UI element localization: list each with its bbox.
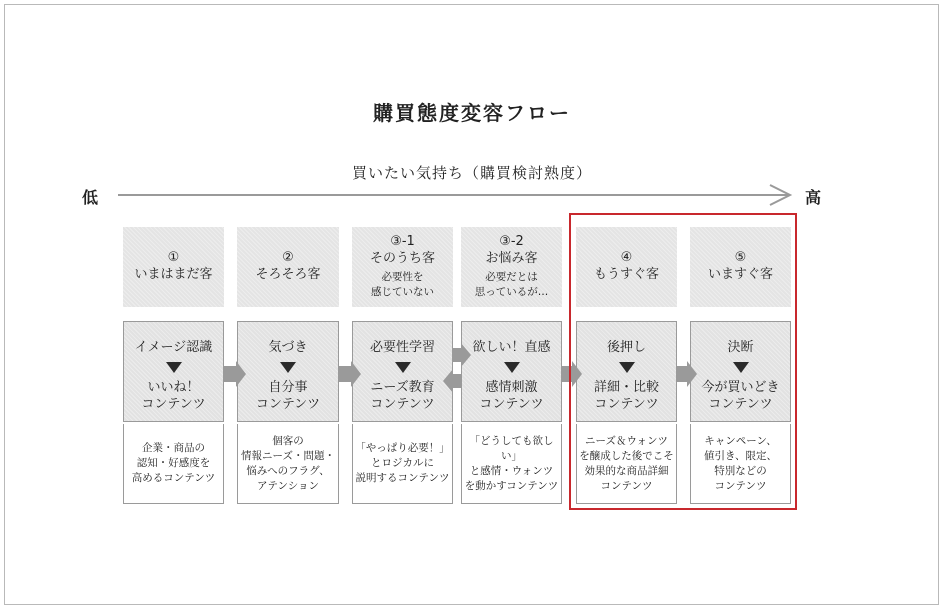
stage-name: いますぐ客	[707, 267, 773, 282]
down-triangle-icon	[395, 362, 411, 373]
stage-header	[352, 227, 453, 307]
stage-number: ⑤	[734, 250, 747, 265]
highlight-box	[569, 213, 797, 510]
content-trigger: 必要性学習	[369, 340, 435, 355]
stage-number: ③-2	[499, 234, 524, 249]
content-type-box	[352, 321, 453, 422]
content-trigger: イメージ認識	[134, 340, 213, 355]
stage-header	[237, 227, 339, 307]
content-trigger: 決断	[727, 340, 754, 355]
stage-number: ④	[620, 250, 633, 265]
content-type: 自分事 コンテンツ	[255, 380, 321, 412]
down-triangle-icon	[504, 362, 520, 373]
content-type: 感情刺激 コンテンツ	[479, 380, 544, 412]
content-trigger: 後押し	[606, 340, 646, 355]
diagram-title: 購買態度変容フロー	[373, 101, 571, 125]
content-type-box	[237, 321, 339, 422]
stage-name: そろそろ客	[255, 267, 321, 282]
content-description: 「やっぱり必要！」 とロジカルに 説明するコンテンツ	[352, 424, 453, 504]
content-type-box	[123, 321, 224, 422]
stage-number: ③-1	[390, 234, 415, 249]
content-description: ニーズ＆ウォンツ を醸成した後でこそ 効果的な商品詳細 コンテンツ	[576, 424, 677, 504]
stage-name: いまはまだ客	[134, 267, 213, 282]
content-type-box	[461, 321, 562, 422]
content-type: いいね！ コンテンツ	[141, 380, 206, 412]
stage-subtext: 必要だとは 思っているが…	[474, 271, 549, 298]
stage-number: ①	[167, 250, 180, 265]
content-description: 個客の 情報ニーズ・問題・ 悩みへのフラグ、 アテンション	[237, 424, 339, 504]
stage-subtext: 必要性を 感じていない	[371, 271, 434, 298]
stage-name: もうすぐ客	[593, 267, 659, 282]
down-triangle-icon	[166, 362, 182, 373]
content-trigger: 欲しい！直感	[472, 340, 551, 355]
axis-label: 買いたい気持ち（購買検討熟度）	[351, 164, 592, 182]
stage-header	[461, 227, 562, 307]
content-trigger: 気づき	[268, 340, 308, 355]
stage-name: そのうち客	[369, 251, 435, 266]
axis-low-label: 低	[82, 188, 99, 207]
stage-name: お悩み客	[485, 251, 538, 266]
axis-high-label: 高	[805, 188, 822, 207]
content-type: 詳細・比較 コンテンツ	[593, 380, 659, 412]
content-description: 企業・商品の 認知・好感度を 高めるコンテンツ	[123, 424, 224, 504]
content-description: 「どうしても欲しい」 と感情・ウォンツ を動かすコンテンツ	[461, 424, 562, 504]
stage-header	[123, 227, 224, 307]
content-description: キャンペーン、 値引き、限定、 特別などの コンテンツ	[690, 424, 791, 504]
content-type: ニーズ教育 コンテンツ	[370, 380, 435, 412]
stage-number: ②	[282, 250, 294, 265]
content-type: 今が買いどき コンテンツ	[701, 380, 780, 412]
down-triangle-icon	[280, 362, 296, 373]
